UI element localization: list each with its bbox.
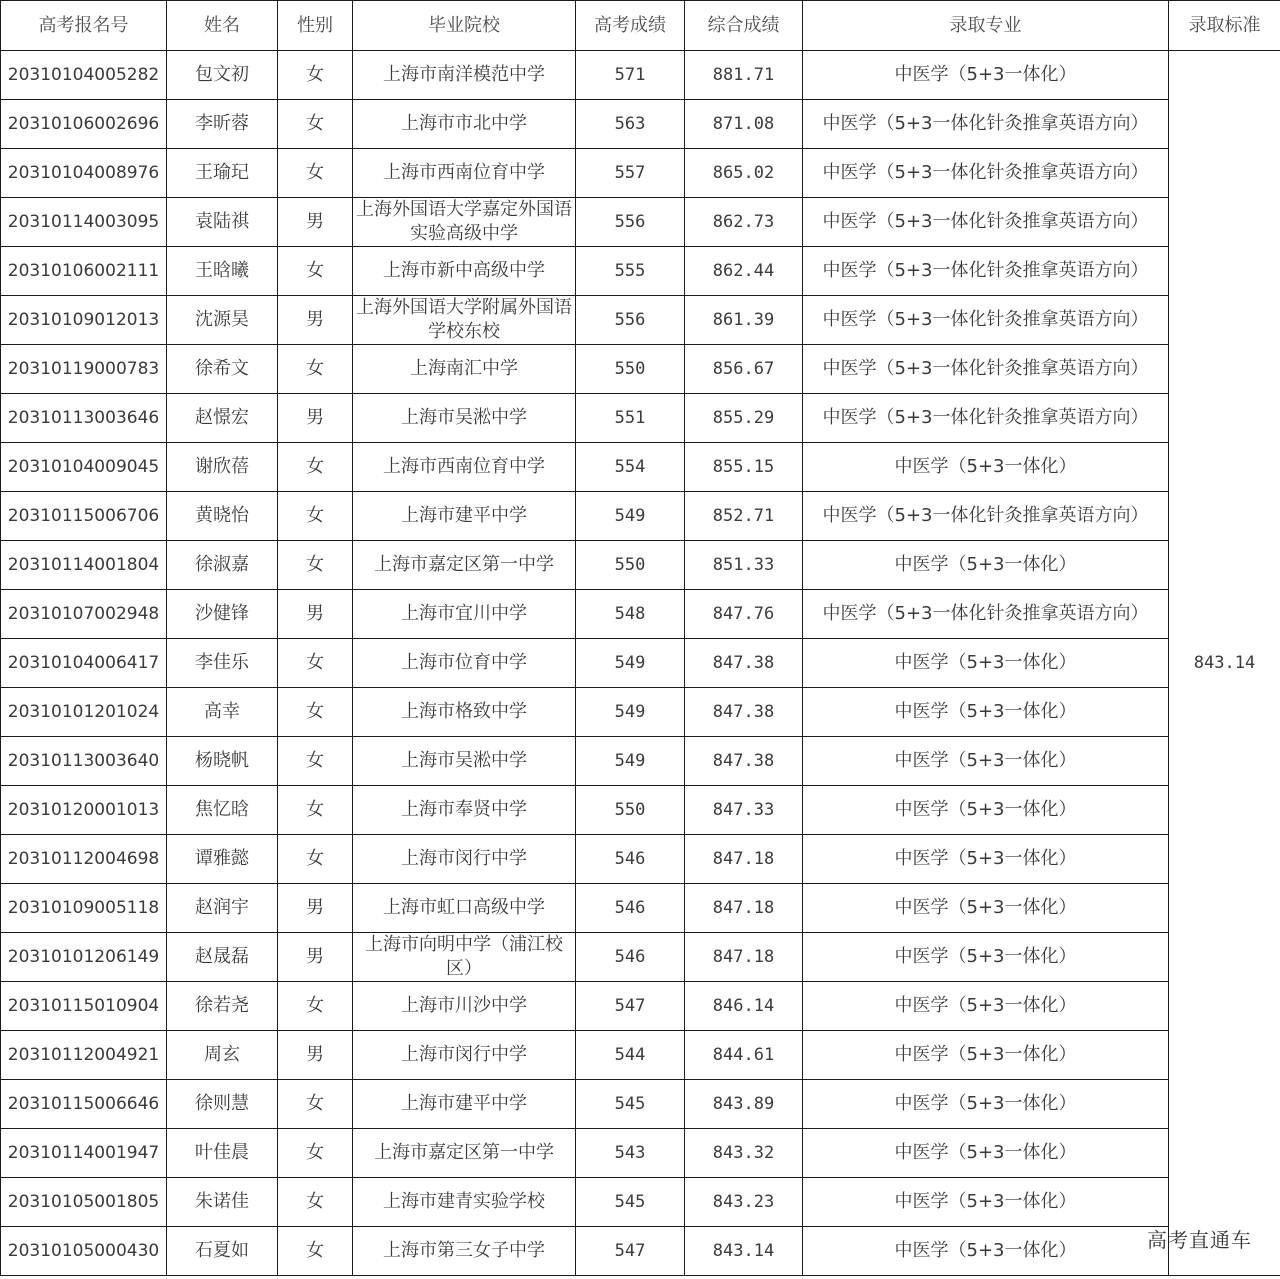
cell-gender: 女 <box>278 1227 353 1276</box>
cell-name: 徐若尧 <box>167 982 278 1031</box>
cell-exam-id: 20310115006706 <box>1 492 167 541</box>
cell-gender: 男 <box>278 590 353 639</box>
cell-major: 中医学（5+3一体化） <box>803 541 1169 590</box>
cell-exam-id: 20310115006646 <box>1 1080 167 1129</box>
table-row <box>1 51 1280 100</box>
cell-gender: 女 <box>278 982 353 1031</box>
table-row <box>1 688 1280 737</box>
cell-gender: 男 <box>278 884 353 933</box>
cell-major: 中医学（5+3一体化） <box>803 688 1169 737</box>
cell-exam-score: 546 <box>576 933 685 982</box>
cell-school: 上海市位育中学 <box>353 639 576 688</box>
cell-school: 上海外国语大学嘉定外国语实验高级中学 <box>353 198 576 247</box>
cell-exam-score: 555 <box>576 247 685 296</box>
cell-exam-score: 544 <box>576 1031 685 1080</box>
cell-exam-score: 549 <box>576 639 685 688</box>
table-row <box>1 149 1280 198</box>
cell-name: 王瑜玘 <box>167 149 278 198</box>
table-row <box>1 198 1280 247</box>
cell-exam-score: 556 <box>576 198 685 247</box>
cell-exam-score: 557 <box>576 149 685 198</box>
cell-name: 袁陆祺 <box>167 198 278 247</box>
table-row <box>1 1129 1280 1178</box>
cell-exam-score: 545 <box>576 1080 685 1129</box>
header-exam-id: 高考报名号 <box>1 1 167 51</box>
cell-major: 中医学（5+3一体化针灸推拿英语方向） <box>803 345 1169 394</box>
cell-exam-score: 547 <box>576 1227 685 1276</box>
header-major: 录取专业 <box>803 1 1169 51</box>
cell-school: 上海市向明中学（浦江校区） <box>353 933 576 982</box>
cell-name: 谭雅懿 <box>167 835 278 884</box>
cell-exam-id: 20310120001013 <box>1 786 167 835</box>
cell-exam-id: 20310112004921 <box>1 1031 167 1080</box>
cell-exam-score: 548 <box>576 590 685 639</box>
cell-major: 中医学（5+3一体化针灸推拿英语方向） <box>803 394 1169 443</box>
cell-major: 中医学（5+3一体化针灸推拿英语方向） <box>803 149 1169 198</box>
cell-school: 上海市建青实验学校 <box>353 1178 576 1227</box>
header-composite-score: 综合成绩 <box>685 1 803 51</box>
cell-major: 中医学（5+3一体化针灸推拿英语方向） <box>803 198 1169 247</box>
cell-name: 王晗曦 <box>167 247 278 296</box>
cell-major: 中医学（5+3一体化） <box>803 1178 1169 1227</box>
cell-exam-id: 20310109005118 <box>1 884 167 933</box>
cell-school: 上海市格致中学 <box>353 688 576 737</box>
cell-gender: 女 <box>278 492 353 541</box>
table-row <box>1 982 1280 1031</box>
cell-exam-id: 20310101206149 <box>1 933 167 982</box>
cell-exam-id: 20310112004698 <box>1 835 167 884</box>
cell-exam-score: 556 <box>576 296 685 345</box>
table-row <box>1 345 1280 394</box>
cell-school: 上海市建平中学 <box>353 492 576 541</box>
cell-composite-score: 851.33 <box>685 541 803 590</box>
cell-composite-score: 847.76 <box>685 590 803 639</box>
header-row <box>1 1 1280 51</box>
cell-school: 上海市嘉定区第一中学 <box>353 1129 576 1178</box>
cell-exam-score: 571 <box>576 51 685 100</box>
table-row <box>1 247 1280 296</box>
cell-exam-id: 20310106002696 <box>1 100 167 149</box>
table-row <box>1 884 1280 933</box>
cell-name: 沈源昊 <box>167 296 278 345</box>
cell-composite-score: 847.38 <box>685 688 803 737</box>
cell-major: 中医学（5+3一体化） <box>803 1129 1169 1178</box>
cell-exam-id: 20310114001804 <box>1 541 167 590</box>
cell-exam-score: 545 <box>576 1178 685 1227</box>
cell-gender: 女 <box>278 639 353 688</box>
cell-gender: 女 <box>278 51 353 100</box>
cell-exam-id: 20310109012013 <box>1 296 167 345</box>
table-row <box>1 443 1280 492</box>
cell-gender: 女 <box>278 541 353 590</box>
cell-gender: 女 <box>278 149 353 198</box>
cell-gender: 女 <box>278 688 353 737</box>
cell-gender: 女 <box>278 1129 353 1178</box>
cell-exam-id: 20310106002111 <box>1 247 167 296</box>
cell-composite-score: 843.89 <box>685 1080 803 1129</box>
cell-major: 中医学（5+3一体化针灸推拿英语方向） <box>803 296 1169 345</box>
cell-exam-score: 549 <box>576 688 685 737</box>
cell-name: 赵润宇 <box>167 884 278 933</box>
cell-exam-score: 550 <box>576 786 685 835</box>
cell-school: 上海市闵行中学 <box>353 835 576 884</box>
cell-major: 中医学（5+3一体化） <box>803 1080 1169 1129</box>
cell-name: 杨晓帆 <box>167 737 278 786</box>
table-row <box>1 100 1280 149</box>
cell-exam-id: 20310101201024 <box>1 688 167 737</box>
cell-major: 中医学（5+3一体化） <box>803 884 1169 933</box>
cell-exam-score: 547 <box>576 982 685 1031</box>
cell-exam-id: 20310105000430 <box>1 1227 167 1276</box>
cell-composite-score: 847.38 <box>685 737 803 786</box>
cell-name: 高幸 <box>167 688 278 737</box>
cell-name: 石夏如 <box>167 1227 278 1276</box>
cell-major: 中医学（5+3一体化） <box>803 1031 1169 1080</box>
cell-composite-score: 865.02 <box>685 149 803 198</box>
table-row <box>1 639 1280 688</box>
header-exam-score: 高考成绩 <box>576 1 685 51</box>
cell-major: 中医学（5+3一体化） <box>803 835 1169 884</box>
cell-exam-score: 543 <box>576 1129 685 1178</box>
cell-exam-id: 20310104006417 <box>1 639 167 688</box>
cell-major: 中医学（5+3一体化） <box>803 1227 1169 1276</box>
cell-name: 叶佳晨 <box>167 1129 278 1178</box>
cell-composite-score: 862.73 <box>685 198 803 247</box>
cell-composite-score: 871.08 <box>685 100 803 149</box>
table-row <box>1 1178 1280 1227</box>
cell-school: 上海市市北中学 <box>353 100 576 149</box>
cell-exam-id: 20310113003640 <box>1 737 167 786</box>
cell-composite-score: 847.18 <box>685 835 803 884</box>
cell-major: 中医学（5+3一体化） <box>803 933 1169 982</box>
cell-composite-score: 855.29 <box>685 394 803 443</box>
cell-gender: 男 <box>278 933 353 982</box>
cell-school: 上海市闵行中学 <box>353 1031 576 1080</box>
cell-school: 上海市宜川中学 <box>353 590 576 639</box>
table-row <box>1 1031 1280 1080</box>
cell-gender: 女 <box>278 737 353 786</box>
cell-exam-id: 20310113003646 <box>1 394 167 443</box>
table-row <box>1 296 1280 345</box>
cell-major: 中医学（5+3一体化针灸推拿英语方向） <box>803 492 1169 541</box>
cell-exam-id: 20310114003095 <box>1 198 167 247</box>
cell-name: 周玄 <box>167 1031 278 1080</box>
cell-exam-score: 563 <box>576 100 685 149</box>
cell-exam-score: 551 <box>576 394 685 443</box>
cell-school: 上海市第三女子中学 <box>353 1227 576 1276</box>
cell-name: 李昕蓉 <box>167 100 278 149</box>
cell-exam-id: 20310119000783 <box>1 345 167 394</box>
cell-exam-id: 20310104008976 <box>1 149 167 198</box>
cell-exam-score: 546 <box>576 884 685 933</box>
cell-school: 上海市奉贤中学 <box>353 786 576 835</box>
cell-exam-id: 20310114001947 <box>1 1129 167 1178</box>
table-body <box>1 51 1280 1276</box>
cell-composite-score: 847.18 <box>685 884 803 933</box>
cell-major: 中医学（5+3一体化针灸推拿英语方向） <box>803 247 1169 296</box>
cell-name: 黄晓怡 <box>167 492 278 541</box>
cell-name: 赵晟磊 <box>167 933 278 982</box>
cell-school: 上海市新中高级中学 <box>353 247 576 296</box>
table-row <box>1 1227 1280 1276</box>
cell-gender: 男 <box>278 394 353 443</box>
cell-composite-score: 847.33 <box>685 786 803 835</box>
cell-major: 中医学（5+3一体化针灸推拿英语方向） <box>803 100 1169 149</box>
cell-major: 中医学（5+3一体化） <box>803 639 1169 688</box>
table-row <box>1 786 1280 835</box>
cell-major: 中医学（5+3一体化） <box>803 51 1169 100</box>
cell-exam-score: 550 <box>576 345 685 394</box>
cell-name: 包文初 <box>167 51 278 100</box>
cell-name: 徐淑嘉 <box>167 541 278 590</box>
header-school: 毕业院校 <box>353 1 576 51</box>
cell-composite-score: 846.14 <box>685 982 803 1031</box>
cell-school: 上海市西南位育中学 <box>353 149 576 198</box>
cell-composite-score: 855.15 <box>685 443 803 492</box>
cell-name: 赵憬宏 <box>167 394 278 443</box>
cell-major: 中医学（5+3一体化针灸推拿英语方向） <box>803 590 1169 639</box>
cell-exam-id: 20310105001805 <box>1 1178 167 1227</box>
cell-gender: 女 <box>278 786 353 835</box>
cell-composite-score: 843.23 <box>685 1178 803 1227</box>
cell-name: 徐希文 <box>167 345 278 394</box>
header-standard: 录取标准 <box>1169 1 1280 51</box>
cell-composite-score: 852.71 <box>685 492 803 541</box>
admission-standard-value: 843.14 <box>1169 51 1280 1276</box>
watermark: 高考直通车 <box>1147 1228 1252 1252</box>
cell-exam-score: 554 <box>576 443 685 492</box>
cell-exam-score: 546 <box>576 835 685 884</box>
table-row <box>1 394 1280 443</box>
cell-name: 朱诺佳 <box>167 1178 278 1227</box>
cell-composite-score: 862.44 <box>685 247 803 296</box>
cell-school: 上海市西南位育中学 <box>353 443 576 492</box>
cell-major: 中医学（5+3一体化） <box>803 737 1169 786</box>
cell-exam-id: 20310107002948 <box>1 590 167 639</box>
cell-school: 上海市吴淞中学 <box>353 394 576 443</box>
cell-school: 上海市吴淞中学 <box>353 737 576 786</box>
cell-name: 李佳乐 <box>167 639 278 688</box>
cell-school: 上海市南洋模范中学 <box>353 51 576 100</box>
cell-composite-score: 847.18 <box>685 933 803 982</box>
cell-gender: 男 <box>278 1031 353 1080</box>
cell-gender: 女 <box>278 1080 353 1129</box>
cell-school: 上海市嘉定区第一中学 <box>353 541 576 590</box>
cell-major: 中医学（5+3一体化） <box>803 443 1169 492</box>
cell-composite-score: 843.14 <box>685 1227 803 1276</box>
cell-gender: 女 <box>278 345 353 394</box>
cell-name: 沙健锋 <box>167 590 278 639</box>
cell-name: 焦忆晗 <box>167 786 278 835</box>
header-gender: 性别 <box>278 1 353 51</box>
table-row <box>1 590 1280 639</box>
cell-gender: 男 <box>278 198 353 247</box>
cell-composite-score: 881.71 <box>685 51 803 100</box>
cell-gender: 女 <box>278 100 353 149</box>
header-name: 姓名 <box>167 1 278 51</box>
cell-name: 徐则慧 <box>167 1080 278 1129</box>
cell-composite-score: 843.32 <box>685 1129 803 1178</box>
cell-exam-id: 20310104005282 <box>1 51 167 100</box>
table-row <box>1 737 1280 786</box>
cell-gender: 女 <box>278 835 353 884</box>
cell-school: 上海市川沙中学 <box>353 982 576 1031</box>
cell-exam-id: 20310115010904 <box>1 982 167 1031</box>
cell-exam-score: 549 <box>576 492 685 541</box>
cell-major: 中医学（5+3一体化） <box>803 982 1169 1031</box>
cell-school: 上海市虹口高级中学 <box>353 884 576 933</box>
table-row <box>1 835 1280 884</box>
table-row <box>1 492 1280 541</box>
cell-gender: 男 <box>278 296 353 345</box>
cell-gender: 女 <box>278 1178 353 1227</box>
cell-gender: 女 <box>278 443 353 492</box>
cell-composite-score: 847.38 <box>685 639 803 688</box>
cell-composite-score: 844.61 <box>685 1031 803 1080</box>
table-row <box>1 541 1280 590</box>
cell-exam-score: 549 <box>576 737 685 786</box>
cell-exam-id: 20310104009045 <box>1 443 167 492</box>
cell-school: 上海南汇中学 <box>353 345 576 394</box>
cell-major: 中医学（5+3一体化） <box>803 786 1169 835</box>
cell-school: 上海市建平中学 <box>353 1080 576 1129</box>
table-row <box>1 1080 1280 1129</box>
cell-composite-score: 861.39 <box>685 296 803 345</box>
cell-name: 谢欣蓓 <box>167 443 278 492</box>
table-row <box>1 933 1280 982</box>
cell-exam-score: 550 <box>576 541 685 590</box>
cell-school: 上海外国语大学附属外国语学校东校 <box>353 296 576 345</box>
cell-gender: 女 <box>278 247 353 296</box>
cell-composite-score: 856.67 <box>685 345 803 394</box>
